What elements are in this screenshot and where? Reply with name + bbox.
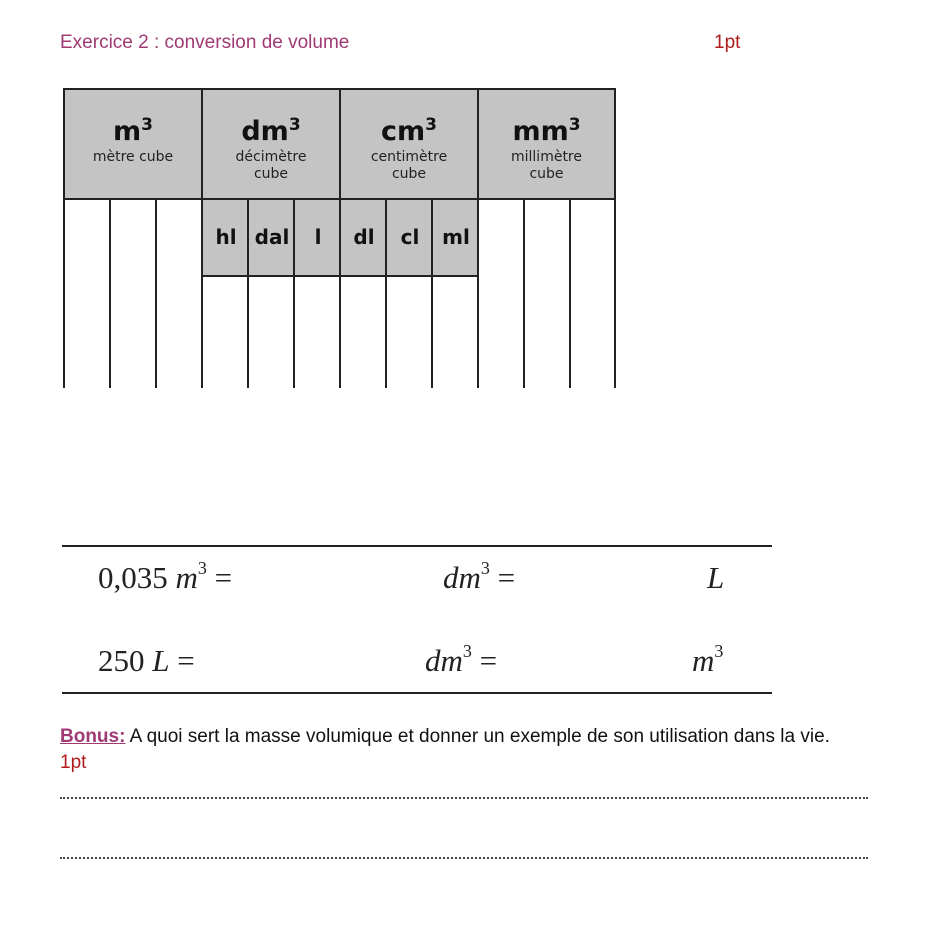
unit-name-m3: mètre cube [92, 149, 174, 165]
unit-cm3: cm [381, 116, 426, 147]
header-cell-cm3: $cm^3$ centimètre cube [339, 88, 479, 200]
subunit-ml: ml [442, 225, 470, 249]
header-cell-m3: $m^3$ mètre cube [63, 88, 203, 200]
equation-bottom-rule [62, 692, 772, 694]
equation-2-left: 250 L = [98, 643, 195, 678]
unit-name-dm3: décimètre cube [235, 149, 307, 182]
subunit-dal: dal [254, 225, 290, 249]
column-line [569, 200, 571, 388]
column-line [155, 200, 157, 388]
bonus-question [60, 724, 890, 776]
subunit-cl: cl [400, 225, 420, 249]
bonus-points: 1pt [60, 752, 87, 773]
equation-1-right: L [707, 560, 725, 595]
subunit-l: l [314, 225, 322, 249]
equation-2-right: $m^3$ [692, 641, 724, 678]
equation-1-left: 0,035 $m^3$ = [98, 558, 233, 595]
unit-name-mm3: millimètre cube [511, 149, 582, 182]
column-line [109, 200, 111, 388]
header-cell-mm3: $mm^3$ millimètre cube [477, 88, 616, 200]
column-line [63, 200, 65, 388]
bonus-text: A quoi sert la masse volumique et donner un exemple de son utilisation dans la vie. [125, 726, 830, 747]
bonus-label: Bonus: [60, 726, 126, 747]
column-line [523, 200, 525, 388]
equation-top-rule [62, 545, 772, 547]
answer-line[interactable] [60, 797, 868, 799]
subunit-dl: dl [353, 225, 375, 249]
column-line [614, 200, 616, 388]
subunit-hl: hl [215, 225, 237, 249]
exercise-title: Exercice 2 : conversion de volume [60, 32, 350, 53]
equation-2-middle: $dm^3$ = [425, 641, 498, 678]
unit-dm3: dm [241, 116, 289, 147]
header-cell-dm3: $dm^3$ décimètre cube [201, 88, 341, 200]
unit-mm3: mm [512, 116, 569, 147]
conversion-table [63, 88, 616, 388]
answer-line[interactable] [60, 857, 868, 859]
equation-1-middle: $dm^3$ = [443, 558, 516, 595]
unit-m3: m [113, 116, 142, 147]
unit-name-cm3: centimètre cube [370, 149, 448, 182]
exercise-points: 1pt [714, 32, 741, 53]
